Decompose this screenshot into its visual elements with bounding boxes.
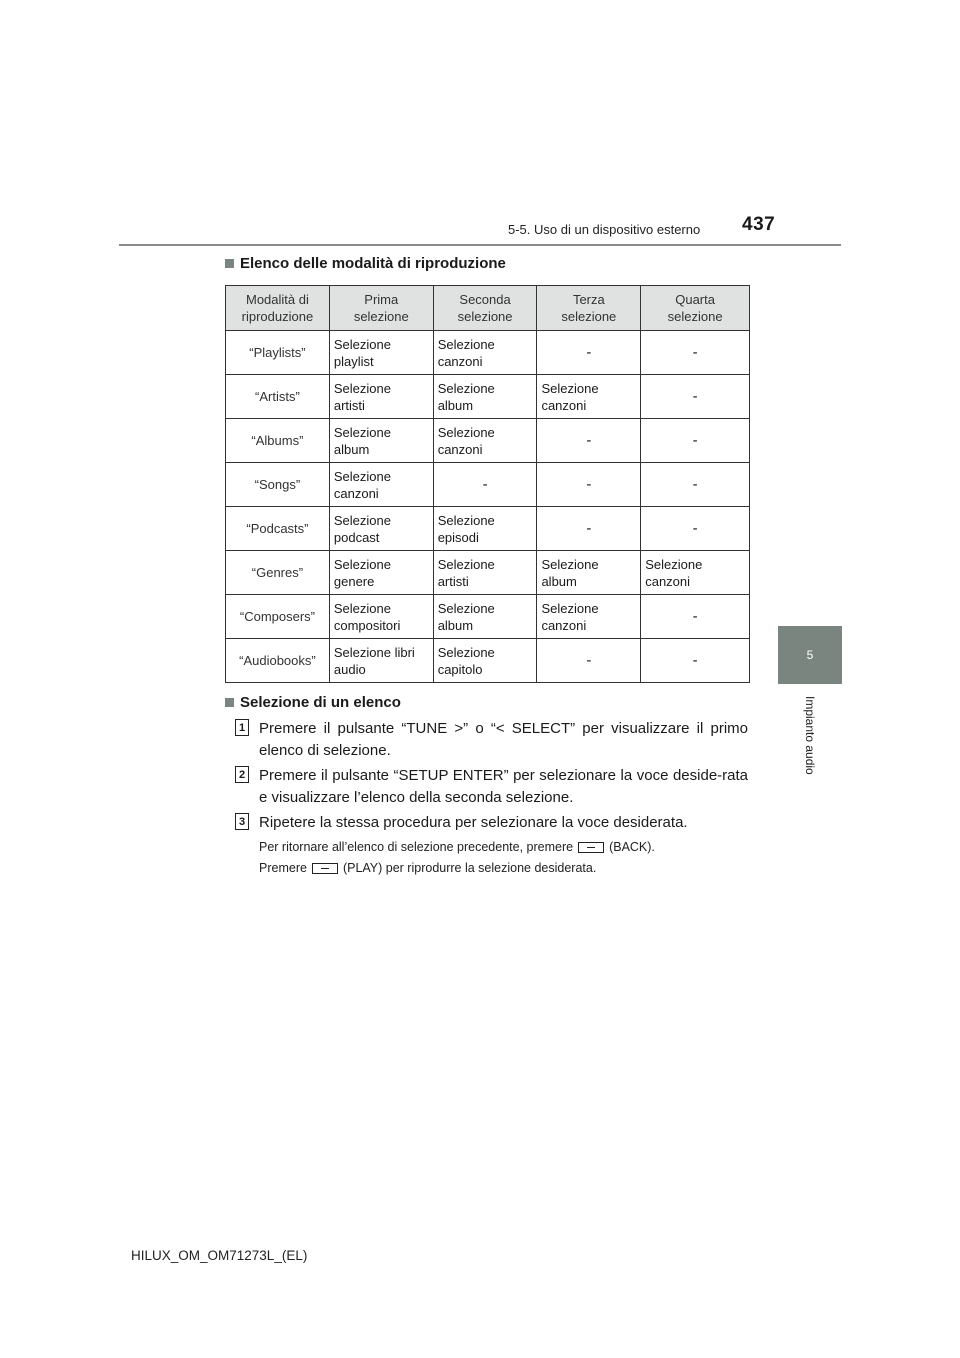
selection-cell [537,331,641,375]
header-line: selezione [561,309,617,324]
selection-cell [641,507,750,551]
selection-cell [329,375,433,419]
header-line: Modalità di [246,292,309,307]
table-header-row [226,286,750,331]
selection-cell [433,507,537,551]
table-header-cell [641,286,750,331]
cell-line: Selezione [541,600,599,616]
header-line: selezione [667,309,723,324]
selection-cell [641,551,750,595]
header-line: selezione [353,309,409,324]
heading-bullet-icon [225,259,234,268]
table-header-cell [329,286,433,331]
table-header-cell [433,286,537,331]
step-text-1: Premere il pulsante “TUNE >” o “< SELECT” per visualizzare il primo elenco di selezione. [259,720,748,759]
playback-modes-table [225,285,750,683]
note-back [259,840,655,854]
selection-cell [433,419,537,463]
cell-line: album [437,397,474,413]
cell-line: - [586,652,592,669]
header-line: Terza [572,292,605,307]
selection-cell [641,463,750,507]
selection-cell [329,419,433,463]
cell-line: playlist [333,353,374,369]
mode-cell: “Genres” [226,551,330,595]
cell-line: Selezione [541,556,599,572]
selection-cell [329,331,433,375]
selection-cell [537,419,641,463]
cell-line: Selezione [333,424,391,440]
cell-line: - [692,520,698,537]
cell-line: album [333,441,370,457]
selection-cell [537,595,641,639]
cell-line: - [692,652,698,669]
selection-cell [329,551,433,595]
mode-cell: “Composers” [226,595,330,639]
note-play-before: Premere [259,861,307,875]
section-heading-modes-text: Elenco delle modalità di riproduzione [240,255,506,272]
cell-line: compositori [333,617,401,633]
header-line: Quarta [675,292,715,307]
selection-cell [433,331,537,375]
document-footer: HILUX_OM_OM71273L_(EL) [131,1248,308,1263]
selection-cell [537,551,641,595]
step-number-2: 2 [235,766,249,783]
header-line: selezione [457,309,513,324]
header-line: Prima [364,292,399,307]
back-button-icon [578,842,604,853]
cell-line: Selezione [333,556,391,572]
section-heading-select [225,694,401,711]
cell-line: Selezione [333,468,391,484]
side-tab-number: 5 [806,648,814,662]
cell-line: genere [333,573,375,589]
selection-cell [537,463,641,507]
selection-cell [329,639,433,683]
step-3 [236,812,748,834]
selection-cell [433,463,537,507]
note-play [259,861,596,875]
mode-cell: “Playlists” [226,331,330,375]
table-header-cell [226,286,330,331]
cell-line: - [586,344,592,361]
selection-cell [641,375,750,419]
section-heading-modes [225,255,506,272]
cell-line: - [692,608,698,625]
selection-cell [433,375,537,419]
cell-line: audio [333,661,366,677]
cell-line: Selezione libri [333,644,415,660]
mode-cell: “Artists” [226,375,330,419]
play-button-icon [312,863,338,874]
table-row [226,595,750,639]
selection-cell [641,595,750,639]
table-header-cell [537,286,641,331]
cell-line: - [692,344,698,361]
side-tab [778,626,842,684]
cell-line: canzoni [437,353,483,369]
mode-cell: “Audiobooks” [226,639,330,683]
step-2 [236,765,748,809]
table-row [226,639,750,683]
cell-line: Selezione [437,424,495,440]
side-tab-label: Impianto audio [803,696,817,775]
cell-line: Selezione [437,644,495,660]
cell-line: canzoni [541,617,587,633]
table-row [226,463,750,507]
cell-line: canzoni [645,573,691,589]
selection-cell [537,639,641,683]
mode-cell: “Albums” [226,419,330,463]
cell-line: - [692,432,698,449]
table-row [226,419,750,463]
cell-line: - [586,476,592,493]
cell-line: Selezione [437,556,495,572]
cell-line: artisti [437,573,469,589]
cell-line: artisti [333,397,365,413]
section-heading-select-text: Selezione di un elenco [240,694,401,711]
selection-cell [641,331,750,375]
cell-line: Selezione [541,380,599,396]
cell-line: episodi [437,529,479,545]
selection-cell [329,595,433,639]
step-number-1: 1 [235,719,249,736]
cell-line: album [437,617,474,633]
cell-line: Selezione [437,336,495,352]
cell-line: capitolo [437,661,483,677]
selection-cell [641,419,750,463]
selection-cell [433,551,537,595]
cell-line: Selezione [645,556,703,572]
header-line: Seconda [459,292,511,307]
selection-cell [329,507,433,551]
selection-cell [433,639,537,683]
table-row [226,375,750,419]
table-row [226,331,750,375]
cell-line: Selezione [333,336,391,352]
cell-line: - [586,432,592,449]
selection-cell [641,639,750,683]
cell-line: Selezione [437,600,495,616]
step-text-3: Ripetere la stessa procedura per selezionare la voce desiderata. [259,814,688,831]
cell-line: podcast [333,529,380,545]
cell-line: Selezione [437,512,495,528]
table-row [226,507,750,551]
selection-cell [537,375,641,419]
note-back-after: (BACK). [609,840,655,854]
page-number: 437 [742,214,776,235]
cell-line: - [482,476,488,493]
cell-line: Selezione [333,600,391,616]
cell-line: - [692,476,698,493]
selection-cell [433,595,537,639]
step-1 [236,718,748,762]
cell-line: canzoni [437,441,483,457]
cell-line: canzoni [541,397,587,413]
table-body [226,331,750,683]
mode-cell: “Podcasts” [226,507,330,551]
header-rule [119,244,841,246]
cell-line: - [692,388,698,405]
mode-cell: “Songs” [226,463,330,507]
selection-cell [537,507,641,551]
table-row [226,551,750,595]
cell-line: - [586,520,592,537]
header-section-title: 5-5. Uso di un dispositivo esterno [508,222,701,237]
step-number-3: 3 [235,813,249,830]
cell-line: Selezione [437,380,495,396]
selection-cell [329,463,433,507]
note-back-before: Per ritornare all’elenco di selezione precedente, premere [259,840,574,854]
step-text-2: Premere il pulsante “SETUP ENTER” per selezionare la voce deside-rata e visualizzare l’elenco della seconda selezione. [259,767,748,806]
cell-line: Selezione [333,380,391,396]
cell-line: canzoni [333,485,379,501]
note-play-after: (PLAY) per riprodurre la selezione desiderata. [342,861,597,875]
cell-line: album [541,573,577,589]
cell-line: Selezione [333,512,391,528]
header-line: riproduzione [241,309,314,324]
heading-bullet-icon [225,698,234,707]
